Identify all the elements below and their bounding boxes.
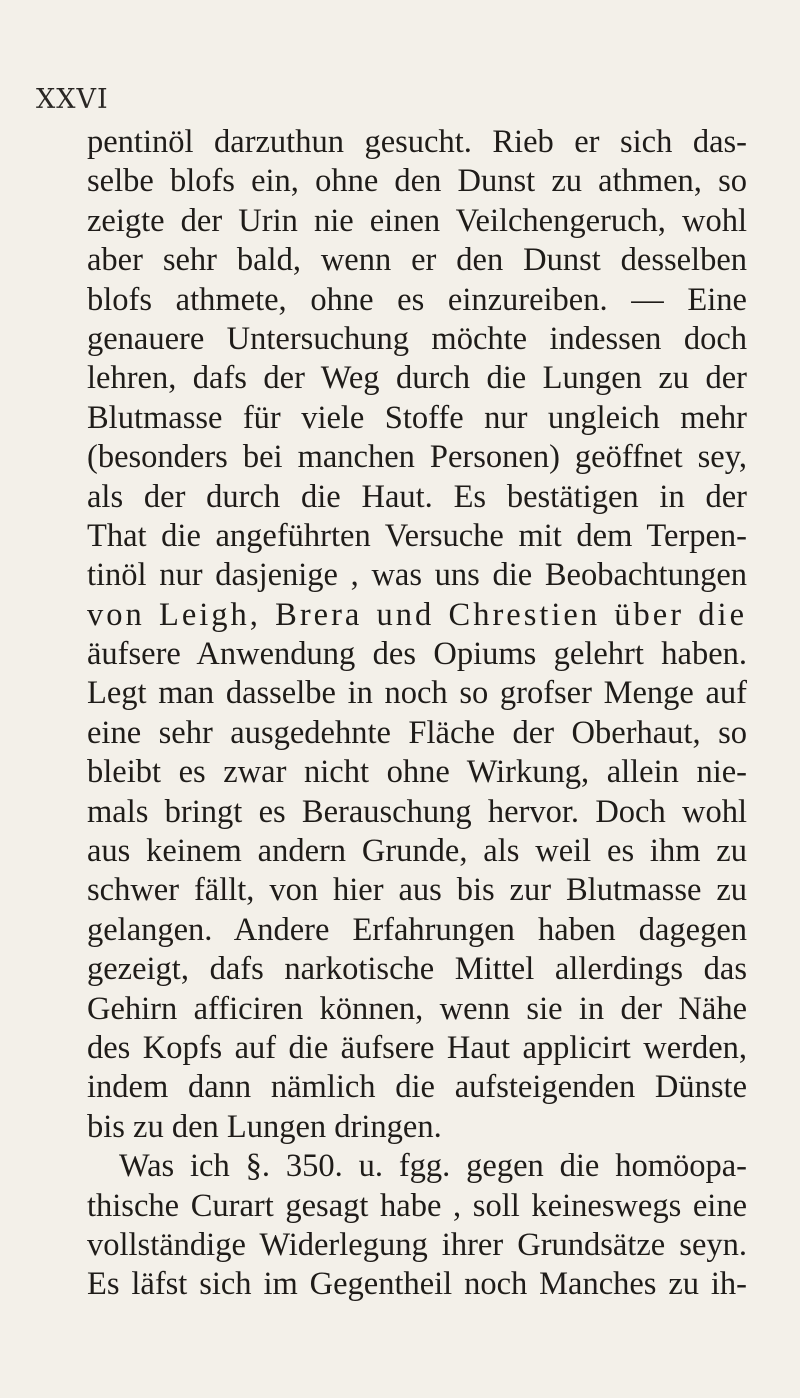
body-text — [87, 123, 747, 1305]
text-line: Blutmasse für viele Stoffe nur ungleich mehr — [87, 399, 747, 436]
text-line: schwer fällt, von hier aus bis zur Blutmasse zu — [87, 872, 747, 909]
text-line: That die angeführten Versuche mit dem Terpen- — [87, 517, 747, 554]
text-line: aber sehr bald, wenn er den Dunst desselben — [87, 242, 747, 279]
text-line: bleibt es zwar nicht ohne Wirkung, allein nie- — [87, 754, 747, 791]
text-line: Legt man dasselbe in noch so grofser Menge auf — [87, 675, 747, 712]
text-line: indem dann nämlich die aufsteigenden Dünste — [87, 1069, 747, 1106]
text-line: Was ich §. 350. u. fgg. gegen die homöopa- — [119, 1148, 747, 1185]
text-line: des Kopfs auf die äufsere Haut applicirt werden, — [87, 1029, 747, 1066]
page-number: XXVI — [36, 84, 109, 115]
text-line: blofs athmete, ohne es einzureiben. — Eine — [87, 281, 747, 318]
text-line: lehren, dafs der Weg durch die Lungen zu der — [87, 360, 747, 397]
text-line: eine sehr ausgedehnte Fläche der Oberhaut, so — [87, 714, 747, 751]
text-line: (besonders bei manchen Personen) geöffnet sey, — [87, 439, 747, 476]
text-line: tinöl nur dasjenige , was uns die Beobachtungen — [87, 557, 747, 594]
text-line: Es läfst sich im Gegentheil noch Manches zu ih- — [87, 1266, 747, 1303]
text-line: thische Curart gesagt habe , soll keineswegs eine — [87, 1187, 747, 1224]
text-line: von Leigh, Brera und Chrestien über die — [87, 596, 747, 633]
text-line: zeigte der Urin nie einen Veilchengeruch, wohl — [87, 202, 747, 239]
text-line: genauere Untersuchung möchte indessen doch — [87, 320, 747, 357]
text-line: Gehirn afficiren können, wenn sie in der Nähe — [87, 990, 747, 1027]
text-line: mals bringt es Berauschung hervor. Doch wohl — [87, 793, 747, 830]
text-line: äufsere Anwendung des Opiums gelehrt haben. — [87, 636, 747, 673]
text-line: vollständige Widerlegung ihrer Grundsätze seyn. — [87, 1226, 747, 1263]
text-line: aus keinem andern Grunde, als weil es ihm zu — [87, 833, 747, 870]
text-line: bis zu den Lungen dringen. — [87, 1108, 442, 1145]
text-line: gezeigt, dafs narkotische Mittel allerdings das — [87, 951, 747, 988]
text-line: gelangen. Andere Erfahrungen haben dagegen — [87, 911, 747, 948]
text-line: selbe blofs ein, ohne den Dunst zu athmen, so — [87, 163, 747, 200]
text-line: als der durch die Haut. Es bestätigen in der — [87, 478, 747, 515]
text-line: pentinöl darzuthun gesucht. Rieb er sich das- — [87, 124, 747, 160]
